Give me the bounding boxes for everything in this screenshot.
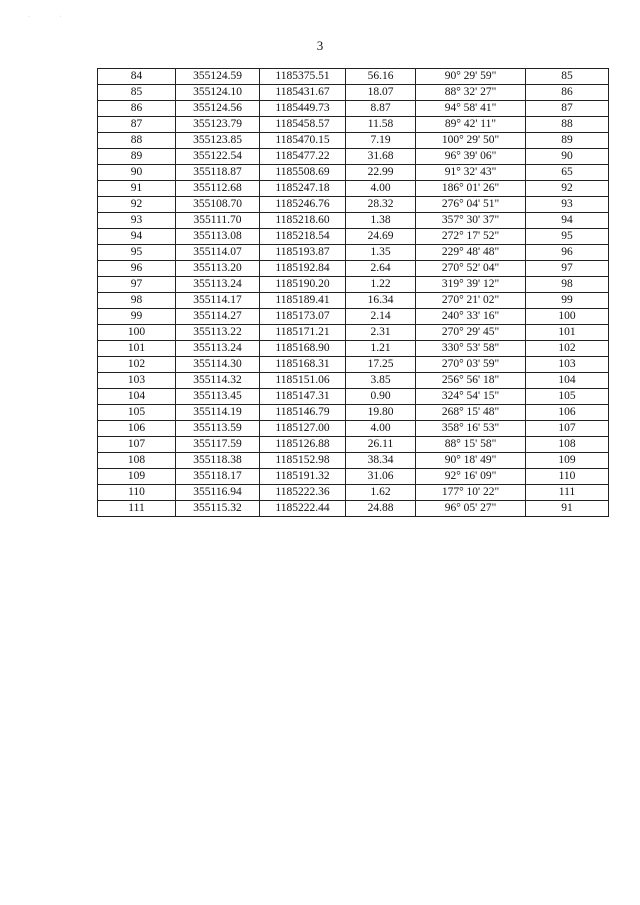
- y-coordinate-cell: 1185151.06: [260, 373, 346, 389]
- point-number-cell: 93: [98, 213, 176, 229]
- table-row: [98, 341, 609, 357]
- distance-cell: 11.58: [346, 117, 416, 133]
- x-coordinate-cell: 355118.87: [176, 165, 260, 181]
- distance-cell: 3.85: [346, 373, 416, 389]
- point-number-cell: 86: [98, 101, 176, 117]
- next-point-cell: 106: [526, 405, 609, 421]
- bearing-cell: 96° 39' 06": [416, 149, 526, 165]
- y-coordinate-cell: 1185218.60: [260, 213, 346, 229]
- next-point-cell: 111: [526, 485, 609, 501]
- y-coordinate-cell: 1185375.51: [260, 69, 346, 85]
- x-coordinate-cell: 355122.54: [176, 149, 260, 165]
- bearing-cell: 240° 33' 16": [416, 309, 526, 325]
- x-coordinate-cell: 355124.59: [176, 69, 260, 85]
- coordinates-table: [97, 68, 609, 517]
- point-number-cell: 107: [98, 437, 176, 453]
- y-coordinate-cell: 1185168.31: [260, 357, 346, 373]
- point-number-cell: 97: [98, 277, 176, 293]
- x-coordinate-cell: 355113.20: [176, 261, 260, 277]
- bearing-cell: 276° 04' 51": [416, 197, 526, 213]
- distance-cell: 16.34: [346, 293, 416, 309]
- x-coordinate-cell: 355124.10: [176, 85, 260, 101]
- y-coordinate-cell: 1185189.41: [260, 293, 346, 309]
- point-number-cell: 92: [98, 197, 176, 213]
- y-coordinate-cell: 1185152.98: [260, 453, 346, 469]
- table-row: [98, 501, 609, 517]
- bearing-cell: 91° 32' 43": [416, 165, 526, 181]
- table-row: [98, 421, 609, 437]
- point-number-cell: 99: [98, 309, 176, 325]
- scan-specks: · ·: [28, 14, 76, 20]
- x-coordinate-cell: 355114.17: [176, 293, 260, 309]
- point-number-cell: 90: [98, 165, 176, 181]
- y-coordinate-cell: 1185147.31: [260, 389, 346, 405]
- y-coordinate-cell: 1185193.87: [260, 245, 346, 261]
- page-number: 3: [316, 38, 324, 53]
- bearing-cell: 272° 17' 52": [416, 229, 526, 245]
- x-coordinate-cell: 355108.70: [176, 197, 260, 213]
- y-coordinate-cell: 1185173.07: [260, 309, 346, 325]
- x-coordinate-cell: 355113.59: [176, 421, 260, 437]
- y-coordinate-cell: 1185168.90: [260, 341, 346, 357]
- next-point-cell: 92: [526, 181, 609, 197]
- table-row: [98, 165, 609, 181]
- y-coordinate-cell: 1185192.84: [260, 261, 346, 277]
- distance-cell: 2.14: [346, 309, 416, 325]
- point-number-cell: 103: [98, 373, 176, 389]
- next-point-cell: 97: [526, 261, 609, 277]
- table-row: [98, 469, 609, 485]
- table-row: [98, 453, 609, 469]
- next-point-cell: 109: [526, 453, 609, 469]
- bearing-cell: 96° 05' 27": [416, 501, 526, 517]
- bearing-cell: 89° 42' 11": [416, 117, 526, 133]
- distance-cell: 7.19: [346, 133, 416, 149]
- y-coordinate-cell: 1185246.76: [260, 197, 346, 213]
- next-point-cell: 105: [526, 389, 609, 405]
- distance-cell: 1.35: [346, 245, 416, 261]
- table-row: [98, 85, 609, 101]
- point-number-cell: 101: [98, 341, 176, 357]
- y-coordinate-cell: 1185470.15: [260, 133, 346, 149]
- table-row: [98, 277, 609, 293]
- point-number-cell: 105: [98, 405, 176, 421]
- x-coordinate-cell: 355114.32: [176, 373, 260, 389]
- distance-cell: 8.87: [346, 101, 416, 117]
- bearing-cell: 88° 32' 27": [416, 85, 526, 101]
- y-coordinate-cell: 1185218.54: [260, 229, 346, 245]
- bearing-cell: 358° 16' 53": [416, 421, 526, 437]
- distance-cell: 1.22: [346, 277, 416, 293]
- y-coordinate-cell: 1185222.36: [260, 485, 346, 501]
- table-row: [98, 437, 609, 453]
- distance-cell: 24.69: [346, 229, 416, 245]
- bearing-cell: 177° 10' 22": [416, 485, 526, 501]
- table-row: [98, 405, 609, 421]
- bearing-cell: 92° 16' 09": [416, 469, 526, 485]
- distance-cell: 17.25: [346, 357, 416, 373]
- bearing-cell: 270° 21' 02": [416, 293, 526, 309]
- bearing-cell: 186° 01' 26": [416, 181, 526, 197]
- table-row: [98, 213, 609, 229]
- distance-cell: 0.90: [346, 389, 416, 405]
- next-point-cell: 110: [526, 469, 609, 485]
- distance-cell: 2.64: [346, 261, 416, 277]
- point-number-cell: 91: [98, 181, 176, 197]
- table-row: [98, 117, 609, 133]
- x-coordinate-cell: 355113.08: [176, 229, 260, 245]
- table-row: [98, 133, 609, 149]
- x-coordinate-cell: 355114.27: [176, 309, 260, 325]
- next-point-cell: 107: [526, 421, 609, 437]
- point-number-cell: 87: [98, 117, 176, 133]
- x-coordinate-cell: 355118.38: [176, 453, 260, 469]
- point-number-cell: 89: [98, 149, 176, 165]
- table-row: [98, 229, 609, 245]
- y-coordinate-cell: 1185171.21: [260, 325, 346, 341]
- x-coordinate-cell: 355113.22: [176, 325, 260, 341]
- table-row: [98, 245, 609, 261]
- bearing-cell: 229° 48' 48": [416, 245, 526, 261]
- y-coordinate-cell: 1185222.44: [260, 501, 346, 517]
- distance-cell: 1.62: [346, 485, 416, 501]
- next-point-cell: 104: [526, 373, 609, 389]
- next-point-cell: 87: [526, 101, 609, 117]
- next-point-cell: 91: [526, 501, 609, 517]
- point-number-cell: 110: [98, 485, 176, 501]
- table-row: [98, 309, 609, 325]
- x-coordinate-cell: 355115.32: [176, 501, 260, 517]
- distance-cell: 19.80: [346, 405, 416, 421]
- distance-cell: 28.32: [346, 197, 416, 213]
- next-point-cell: 88: [526, 117, 609, 133]
- point-number-cell: 88: [98, 133, 176, 149]
- x-coordinate-cell: 355114.30: [176, 357, 260, 373]
- x-coordinate-cell: 355116.94: [176, 485, 260, 501]
- table-row: [98, 181, 609, 197]
- table-row: [98, 261, 609, 277]
- point-number-cell: 98: [98, 293, 176, 309]
- distance-cell: 2.31: [346, 325, 416, 341]
- next-point-cell: 98: [526, 277, 609, 293]
- table-row: [98, 293, 609, 309]
- next-point-cell: 101: [526, 325, 609, 341]
- distance-cell: 56.16: [346, 69, 416, 85]
- point-number-cell: 111: [98, 501, 176, 517]
- next-point-cell: 96: [526, 245, 609, 261]
- bearing-cell: 330° 53' 58": [416, 341, 526, 357]
- point-number-cell: 102: [98, 357, 176, 373]
- point-number-cell: 96: [98, 261, 176, 277]
- x-coordinate-cell: 355114.19: [176, 405, 260, 421]
- y-coordinate-cell: 1185247.18: [260, 181, 346, 197]
- x-coordinate-cell: 355112.68: [176, 181, 260, 197]
- next-point-cell: 102: [526, 341, 609, 357]
- x-coordinate-cell: 355113.24: [176, 277, 260, 293]
- table-row: [98, 357, 609, 373]
- bearing-cell: 324° 54' 15": [416, 389, 526, 405]
- point-number-cell: 109: [98, 469, 176, 485]
- y-coordinate-cell: 1185126.88: [260, 437, 346, 453]
- x-coordinate-cell: 355111.70: [176, 213, 260, 229]
- point-number-cell: 85: [98, 85, 176, 101]
- table-row: [98, 101, 609, 117]
- next-point-cell: 65: [526, 165, 609, 181]
- y-coordinate-cell: 1185190.20: [260, 277, 346, 293]
- bearing-cell: 256° 56' 18": [416, 373, 526, 389]
- bearing-cell: 268° 15' 48": [416, 405, 526, 421]
- distance-cell: 24.88: [346, 501, 416, 517]
- point-number-cell: 104: [98, 389, 176, 405]
- x-coordinate-cell: 355124.56: [176, 101, 260, 117]
- point-number-cell: 106: [98, 421, 176, 437]
- bearing-cell: 88° 15' 58": [416, 437, 526, 453]
- table-row: [98, 197, 609, 213]
- next-point-cell: 95: [526, 229, 609, 245]
- next-point-cell: 93: [526, 197, 609, 213]
- point-number-cell: 95: [98, 245, 176, 261]
- next-point-cell: 85: [526, 69, 609, 85]
- point-number-cell: 94: [98, 229, 176, 245]
- x-coordinate-cell: 355117.59: [176, 437, 260, 453]
- next-point-cell: 86: [526, 85, 609, 101]
- next-point-cell: 99: [526, 293, 609, 309]
- bearing-cell: 270° 29' 45": [416, 325, 526, 341]
- bearing-cell: 319° 39' 12": [416, 277, 526, 293]
- x-coordinate-cell: 355114.07: [176, 245, 260, 261]
- bearing-cell: 100° 29' 50": [416, 133, 526, 149]
- table-body: [98, 69, 609, 517]
- distance-cell: 22.99: [346, 165, 416, 181]
- table-row: [98, 149, 609, 165]
- table-row: [98, 325, 609, 341]
- distance-cell: 31.06: [346, 469, 416, 485]
- bearing-cell: 270° 52' 04": [416, 261, 526, 277]
- next-point-cell: 89: [526, 133, 609, 149]
- point-number-cell: 84: [98, 69, 176, 85]
- point-number-cell: 100: [98, 325, 176, 341]
- distance-cell: 4.00: [346, 181, 416, 197]
- x-coordinate-cell: 355123.79: [176, 117, 260, 133]
- point-number-cell: 108: [98, 453, 176, 469]
- next-point-cell: 90: [526, 149, 609, 165]
- y-coordinate-cell: 1185477.22: [260, 149, 346, 165]
- distance-cell: 31.68: [346, 149, 416, 165]
- y-coordinate-cell: 1185127.00: [260, 421, 346, 437]
- y-coordinate-cell: 1185449.73: [260, 101, 346, 117]
- bearing-cell: 90° 29' 59": [416, 69, 526, 85]
- bearing-cell: 357° 30' 37": [416, 213, 526, 229]
- bearing-cell: 94° 58' 41": [416, 101, 526, 117]
- y-coordinate-cell: 1185458.57: [260, 117, 346, 133]
- y-coordinate-cell: 1185146.79: [260, 405, 346, 421]
- y-coordinate-cell: 1185431.67: [260, 85, 346, 101]
- distance-cell: 26.11: [346, 437, 416, 453]
- table-row: [98, 389, 609, 405]
- bearing-cell: 90° 18' 49": [416, 453, 526, 469]
- next-point-cell: 108: [526, 437, 609, 453]
- bearing-cell: 270° 03' 59": [416, 357, 526, 373]
- distance-cell: 38.34: [346, 453, 416, 469]
- distance-cell: 4.00: [346, 421, 416, 437]
- x-coordinate-cell: 355113.24: [176, 341, 260, 357]
- x-coordinate-cell: 355113.45: [176, 389, 260, 405]
- table-row: [98, 373, 609, 389]
- table-row: [98, 485, 609, 501]
- x-coordinate-cell: 355123.85: [176, 133, 260, 149]
- next-point-cell: 94: [526, 213, 609, 229]
- y-coordinate-cell: 1185191.32: [260, 469, 346, 485]
- y-coordinate-cell: 1185508.69: [260, 165, 346, 181]
- table-row: [98, 69, 609, 85]
- distance-cell: 1.38: [346, 213, 416, 229]
- next-point-cell: 103: [526, 357, 609, 373]
- distance-cell: 1.21: [346, 341, 416, 357]
- next-point-cell: 100: [526, 309, 609, 325]
- distance-cell: 18.07: [346, 85, 416, 101]
- x-coordinate-cell: 355118.17: [176, 469, 260, 485]
